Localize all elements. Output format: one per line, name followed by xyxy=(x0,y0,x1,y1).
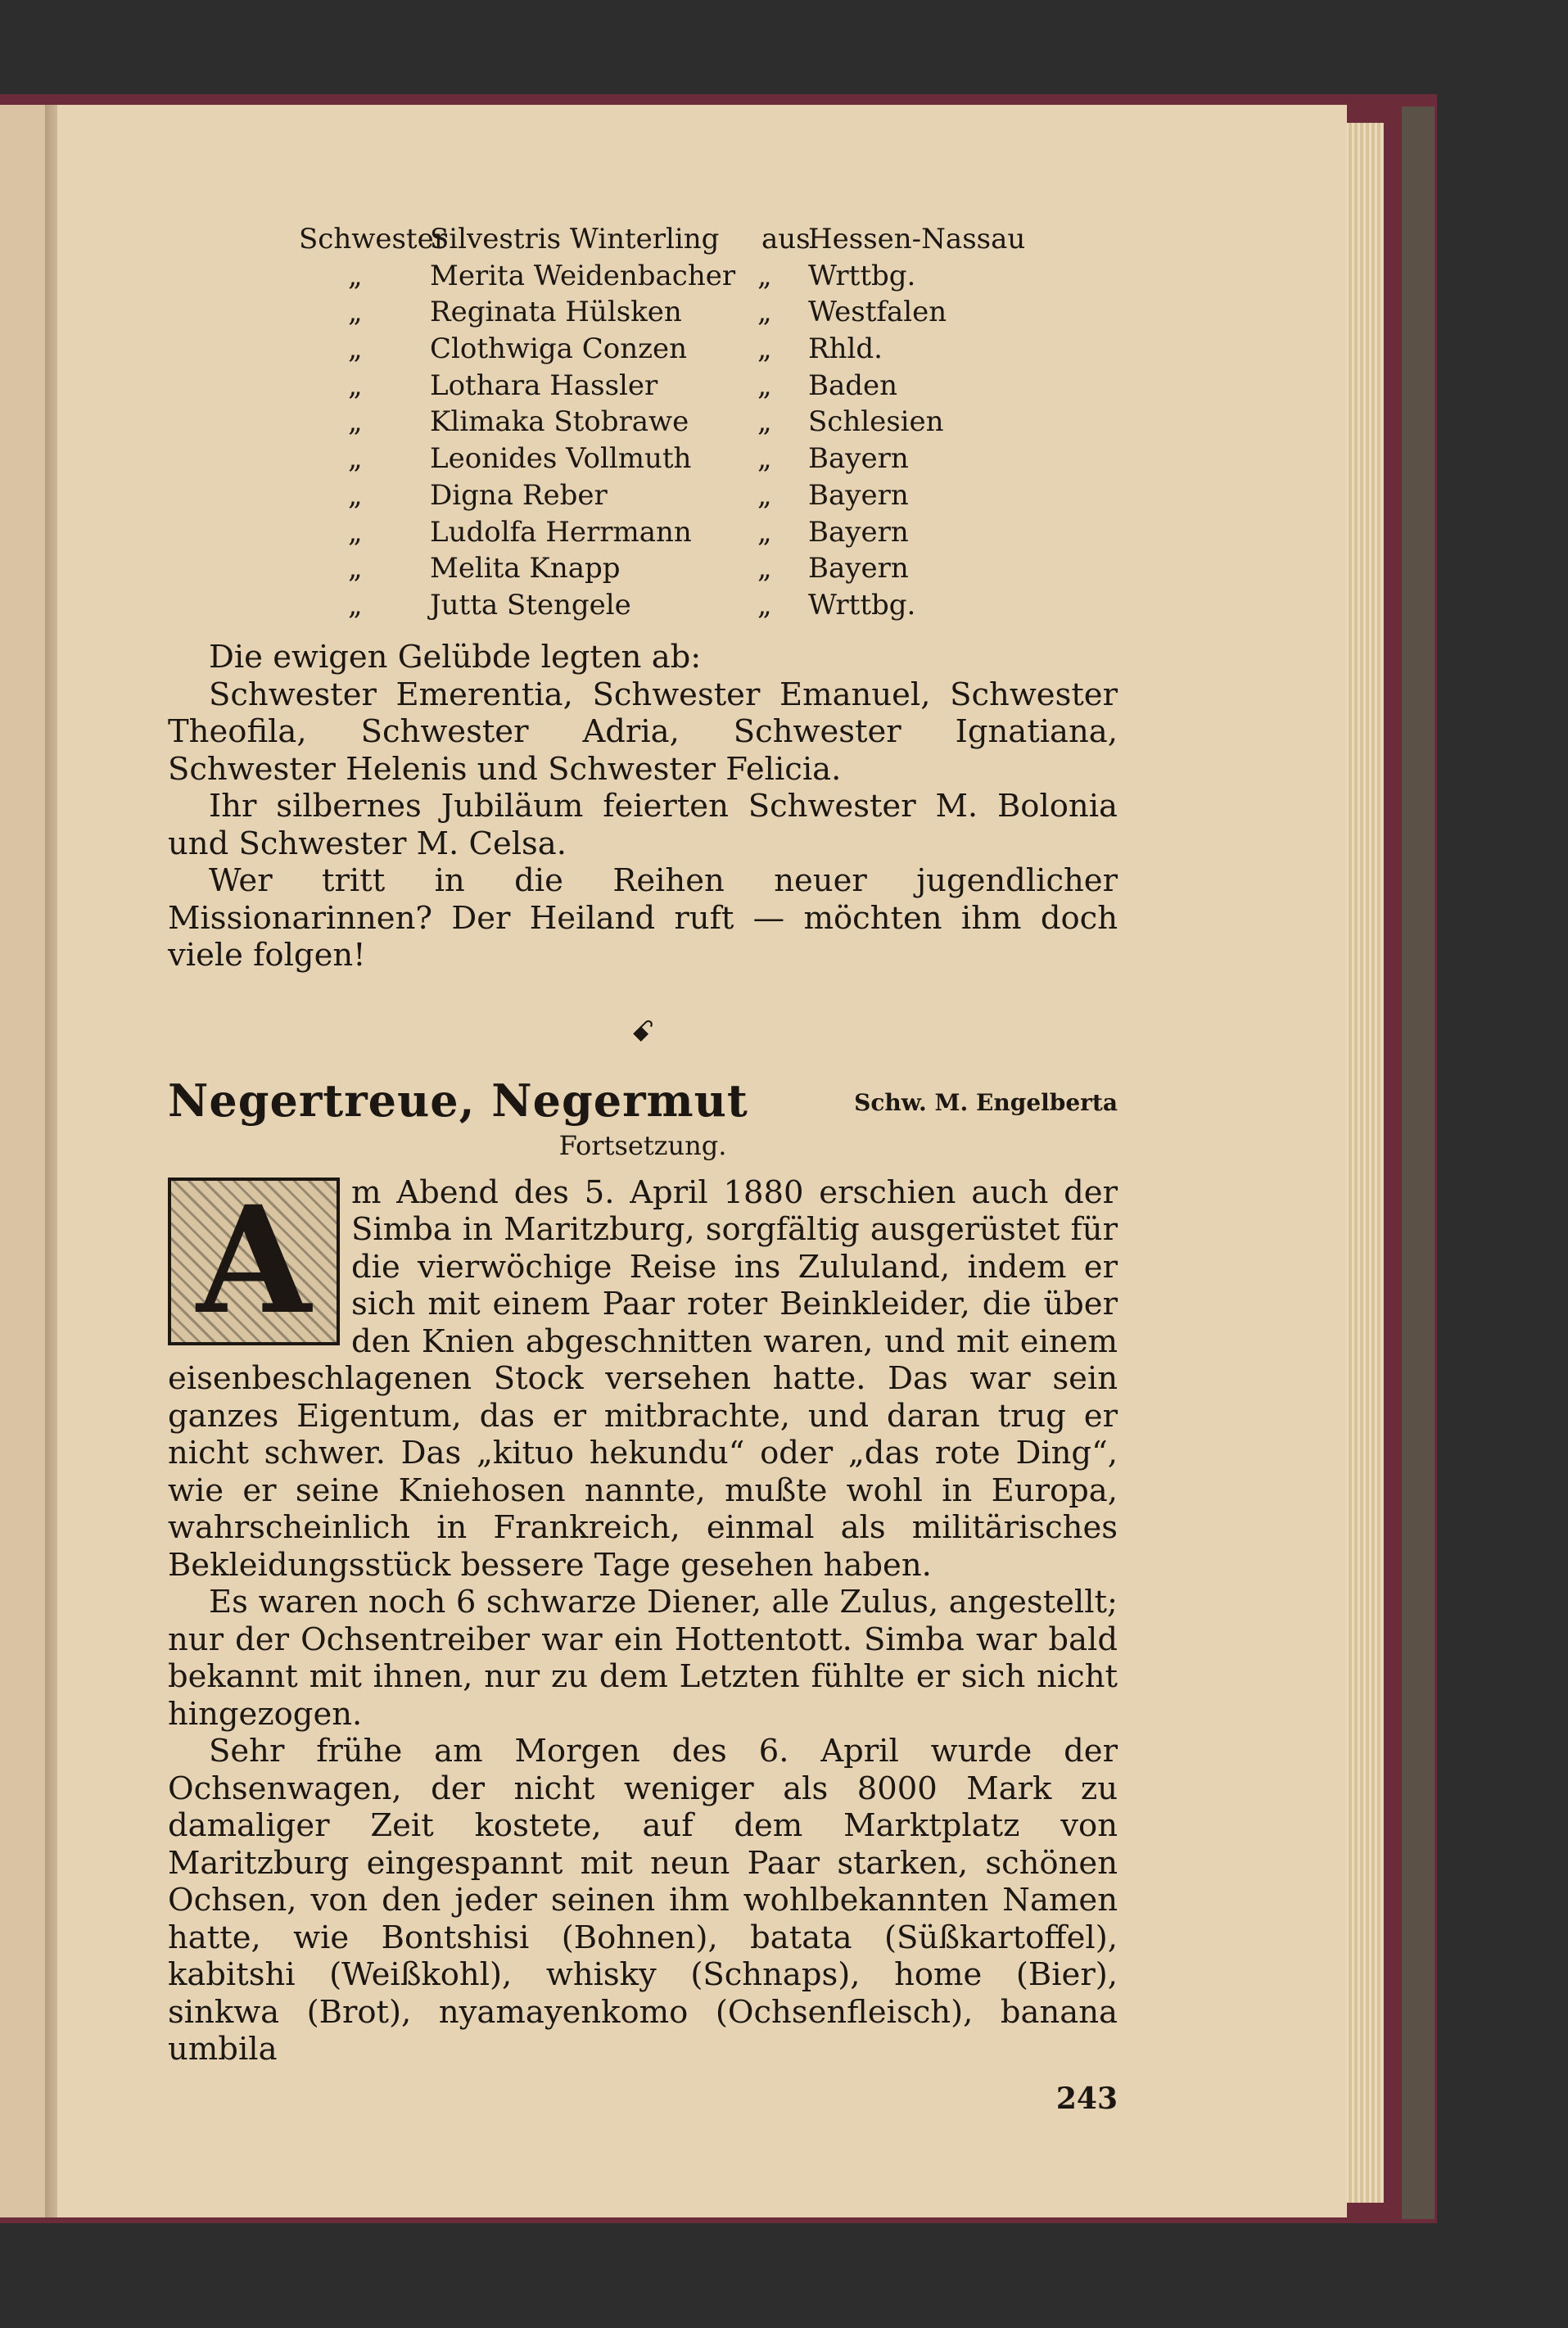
roster-c1: „ xyxy=(348,515,363,549)
article-paragraph-3: Sehr frühe am Morgen des 6. April wurde der Ochsenwagen, der nicht weniger als 8000 Mark zu damaliger Zeit kostete, auf dem Marktplatz von Maritzburg eingespannt mit neun Paar starken, schönen Ochsen, von den jeder seinen ihm wohlbekannten Namen hatte, wie Bontshisi (Bohnen), batata (Süßkartoffel), kabitshi (Weißkohl), whisky (Schnaps), home (Bier), sinkwa (Brot), nyamayenkomo (Ochsenfleisch), banana umbila xyxy=(168,1733,1118,2068)
roster-c1: „ xyxy=(348,552,363,585)
article-title: Negertreue, Negermut xyxy=(168,1074,748,1127)
article-author: Schw. M. Engelberta xyxy=(854,1088,1118,1116)
roster-c1: „ xyxy=(348,405,363,439)
article-header xyxy=(168,1074,1118,1127)
article-paragraph-2: Es waren noch 6 schwarze Diener, alle Zulus, angestellt; nur der Ochsentreiber war ein Hottentott. Simba war bald bekannt mit ihnen, nur zu dem Letzten fühlte er sich nicht hingezogen. xyxy=(168,1584,1118,1733)
page-content xyxy=(168,221,1118,2116)
left-page-edge xyxy=(0,105,51,2217)
roster-row xyxy=(168,331,1118,368)
roster-c3: „ xyxy=(757,405,772,439)
roster-c1: Schwester xyxy=(299,223,447,255)
roster-row xyxy=(168,404,1118,441)
roster-c1: „ xyxy=(348,478,363,512)
dropcap-letter: A xyxy=(197,1174,311,1347)
roster-c3: „ xyxy=(757,588,772,622)
article-paragraph-1: m Abend des 5. April 1880 erschien auch der Simba in Maritzburg, sorgfältig ausgerüstet für die vierwöchige Reise ins Zululand, indem er sich mit einem Paar roter Beinkleider, die über den Knien abgeschnitten waren, und mit einem eisenbeschlagenen Stock versehen hatte. Das war sein ganzes Eigentum, das er mitbrachte, und daran trug er nicht schwer. Das „kituo hekundu“ oder „das rote Ding“, wie er seine Kniehosen nannte, mußte wohl in Europa, wahrscheinlich in Frankreich, einmal als militärisches Bekleidungsstück bessere Tage gesehen haben. xyxy=(168,1173,1118,1584)
roster-c3: „ xyxy=(757,296,772,329)
ornament-divider: ꗃ xyxy=(630,1015,655,1049)
roster-row xyxy=(168,587,1118,624)
roster-c2: Reginata Hülsken xyxy=(430,296,682,329)
roster-row xyxy=(168,368,1118,405)
call-text: Wer tritt in die Reihen neuer jugendlicher Missionarinnen? Der Heiland ruft — möchten ihm doch viele folgen! xyxy=(168,862,1118,974)
roster-c2: Lothara Hassler xyxy=(430,368,658,402)
page-number: 243 xyxy=(1055,2081,1118,2116)
roster-list xyxy=(168,221,1118,639)
roster-row xyxy=(168,258,1118,295)
roster-c4: Bayern xyxy=(808,478,909,512)
roster-c3: „ xyxy=(757,259,772,292)
roster-c2: Melita Knapp xyxy=(430,552,621,585)
roster-c2: Jutta Stengele xyxy=(430,588,631,622)
book-spine xyxy=(1402,106,1435,2219)
article-body xyxy=(168,1174,1118,2068)
vows-heading: Die ewigen Gelübde legten ab: xyxy=(209,639,702,676)
roster-c4: Baden xyxy=(808,368,898,402)
roster-c2: Ludolfa Herrmann xyxy=(430,515,692,549)
roster-c3: aus xyxy=(761,223,811,255)
roster-c1: „ xyxy=(348,368,363,402)
roster-c4: Bayern xyxy=(808,442,909,476)
roster-row xyxy=(168,441,1118,477)
vows-names: Schwester Emerentia, Schwester Emanuel, Schwester Theofila, Schwester Adria, Schwester Ignatiana, Schwester Helenis und Schwester Felicia. xyxy=(168,676,1118,788)
roster-c3: „ xyxy=(757,368,772,402)
roster-c4: Wrttbg. xyxy=(808,588,916,622)
roster-c3: „ xyxy=(757,332,772,366)
roster-row xyxy=(168,294,1118,331)
roster-row xyxy=(168,550,1118,587)
roster-c3: „ xyxy=(757,515,772,549)
roster-c2: Leonides Vollmuth xyxy=(430,442,692,476)
roster-c4: Wrttbg. xyxy=(808,259,916,292)
roster-c2: Digna Reber xyxy=(430,478,608,512)
dropcap-initial xyxy=(168,1174,340,1347)
roster-c2: Klimaka Stobrawe xyxy=(430,405,689,439)
roster-c4: Westfalen xyxy=(808,296,947,329)
roster-c4: Bayern xyxy=(808,515,909,549)
roster-c2: Clothwiga Conzen xyxy=(430,332,688,366)
roster-row xyxy=(168,514,1118,551)
roster-row xyxy=(168,477,1118,514)
roster-c2: Merita Weidenbacher xyxy=(430,259,736,292)
roster-c4: Bayern xyxy=(808,552,909,585)
roster-c1: „ xyxy=(348,442,363,476)
roster-c3: „ xyxy=(757,478,772,512)
roster-c4: Rhld. xyxy=(808,332,883,366)
roster-c4: Schlesien xyxy=(808,405,944,439)
jubilee-text: Ihr silbernes Jubiläum feierten Schwester M. Bolonia und Schwester M. Celsa. xyxy=(168,788,1118,862)
roster-c1: „ xyxy=(348,296,363,329)
roster-c3: „ xyxy=(757,442,772,476)
roster-c1: „ xyxy=(348,588,363,622)
roster-c4: Hessen-Nassau xyxy=(808,223,1026,255)
continuation-note: Fortsetzung. xyxy=(558,1129,727,1161)
roster-c1: „ xyxy=(348,259,363,292)
roster-row xyxy=(168,221,1118,258)
page-stack-edge xyxy=(1343,123,1384,2203)
roster-c1: „ xyxy=(348,332,363,366)
roster-c3: „ xyxy=(757,552,772,585)
roster-c2: Silvestris Winterling xyxy=(430,223,720,255)
